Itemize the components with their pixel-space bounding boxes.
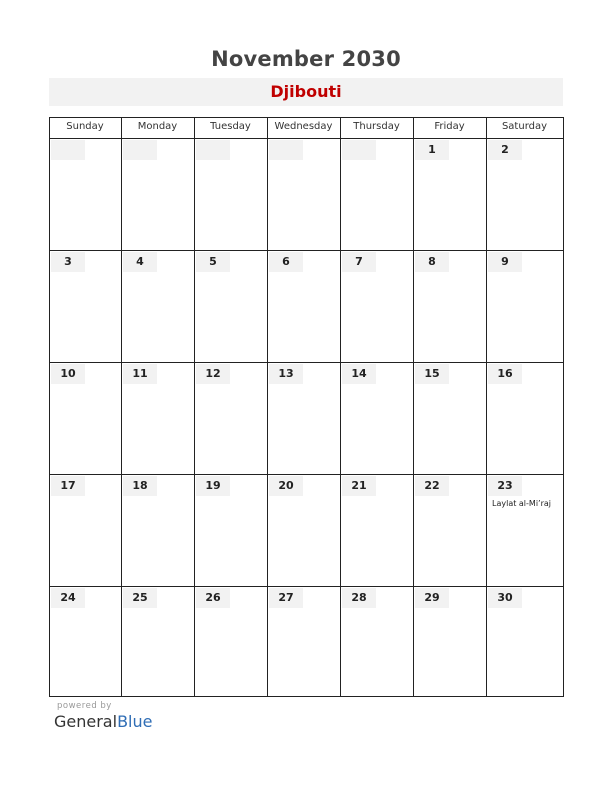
- generalblue-logo[interactable]: [54, 712, 152, 731]
- day-number: 28: [351, 591, 367, 604]
- day-number-box: [123, 252, 157, 272]
- day-cell[interactable]: [50, 363, 121, 474]
- day-cell[interactable]: [122, 587, 194, 698]
- day-cell[interactable]: [122, 475, 194, 586]
- day-number: 19: [205, 479, 221, 492]
- day-number: 25: [132, 591, 148, 604]
- day-cell[interactable]: [195, 251, 267, 362]
- day-number: 5: [209, 255, 217, 268]
- brand-blue: Blue: [117, 712, 153, 731]
- day-number-box: [51, 140, 85, 160]
- day-cell[interactable]: [268, 475, 340, 586]
- powered-by-label: powered by: [57, 701, 112, 711]
- day-number: 10: [60, 367, 76, 380]
- day-number-box: [269, 364, 303, 384]
- day-number-box: [488, 588, 522, 608]
- day-number-box: [488, 476, 522, 496]
- day-number-box: [123, 476, 157, 496]
- day-number: 12: [205, 367, 221, 380]
- day-cell[interactable]: [341, 251, 413, 362]
- weekday-header-wednesday: Wednesday: [274, 121, 333, 132]
- country-name: Djibouti: [270, 82, 342, 101]
- empty-day-cell: [268, 139, 340, 250]
- day-number: 21: [351, 479, 367, 492]
- day-number: 16: [497, 367, 513, 380]
- day-number: 11: [132, 367, 148, 380]
- day-cell[interactable]: [414, 475, 486, 586]
- day-number: 24: [60, 591, 76, 604]
- day-number-box: [342, 476, 376, 496]
- day-number-box: [269, 140, 303, 160]
- empty-day-cell: [195, 139, 267, 250]
- day-cell[interactable]: [195, 587, 267, 698]
- grid-hline: [49, 117, 564, 118]
- empty-day-cell: [122, 139, 194, 250]
- day-number: 23: [497, 479, 513, 492]
- day-cell[interactable]: [122, 363, 194, 474]
- day-cell[interactable]: [487, 251, 563, 362]
- day-cell[interactable]: [341, 475, 413, 586]
- weekday-header-tuesday: Tuesday: [210, 121, 251, 132]
- day-number: 3: [64, 255, 72, 268]
- day-number: 30: [497, 591, 513, 604]
- day-cell[interactable]: [414, 587, 486, 698]
- weekday-header-monday: Monday: [137, 121, 178, 132]
- weekday-header-thursday: Thursday: [353, 121, 400, 132]
- day-number: 20: [278, 479, 294, 492]
- day-number-box: [196, 364, 230, 384]
- day-number: 26: [205, 591, 221, 604]
- holiday-label: Laylat al-Mi’raj: [492, 499, 551, 508]
- calendar-grid: [49, 117, 564, 697]
- day-cell[interactable]: [487, 475, 563, 586]
- day-number: 18: [132, 479, 148, 492]
- day-number-box: [415, 252, 449, 272]
- calendar-title: November 2030: [211, 47, 401, 71]
- day-cell[interactable]: [268, 363, 340, 474]
- day-number-box: [51, 252, 85, 272]
- day-number: 9: [501, 255, 509, 268]
- day-number-box: [415, 140, 449, 160]
- country-banner: [49, 78, 563, 106]
- day-number-box: [196, 588, 230, 608]
- day-number-box: [488, 252, 522, 272]
- day-number: 13: [278, 367, 294, 380]
- day-number-box: [488, 364, 522, 384]
- day-number-box: [415, 588, 449, 608]
- day-number-box: [269, 476, 303, 496]
- day-number-box: [123, 140, 157, 160]
- day-number-box: [415, 364, 449, 384]
- day-cell[interactable]: [487, 139, 563, 250]
- day-cell[interactable]: [414, 139, 486, 250]
- day-number-box: [123, 364, 157, 384]
- empty-day-cell: [341, 139, 413, 250]
- day-number: 1: [428, 143, 436, 156]
- day-cell[interactable]: [195, 475, 267, 586]
- day-number: 15: [424, 367, 440, 380]
- day-number-box: [269, 252, 303, 272]
- day-number-box: [51, 588, 85, 608]
- day-number: 4: [136, 255, 144, 268]
- weekday-header-friday: Friday: [434, 121, 465, 132]
- weekday-header-saturday: Saturday: [501, 121, 548, 132]
- day-number: 8: [428, 255, 436, 268]
- day-cell[interactable]: [487, 363, 563, 474]
- day-number: 22: [424, 479, 440, 492]
- day-number-box: [342, 140, 376, 160]
- day-cell[interactable]: [50, 251, 121, 362]
- day-number: 14: [351, 367, 367, 380]
- day-cell[interactable]: [268, 587, 340, 698]
- day-number-box: [51, 476, 85, 496]
- day-cell[interactable]: [414, 363, 486, 474]
- grid-vline: [563, 117, 564, 697]
- day-number-box: [269, 588, 303, 608]
- day-number: 29: [424, 591, 440, 604]
- weekday-header-sunday: Sunday: [66, 121, 104, 132]
- day-number-box: [196, 140, 230, 160]
- day-number-box: [123, 588, 157, 608]
- day-cell[interactable]: [487, 587, 563, 698]
- day-number-box: [488, 140, 522, 160]
- day-cell[interactable]: [341, 587, 413, 698]
- day-cell[interactable]: [268, 251, 340, 362]
- day-number: 17: [60, 479, 76, 492]
- day-number-box: [415, 476, 449, 496]
- brand-general: General: [54, 712, 118, 731]
- empty-day-cell: [50, 139, 121, 250]
- day-cell[interactable]: [122, 251, 194, 362]
- day-cell[interactable]: [50, 587, 121, 698]
- day-number: 27: [278, 591, 294, 604]
- day-number: 2: [501, 143, 509, 156]
- day-number-box: [51, 364, 85, 384]
- day-cell[interactable]: [414, 251, 486, 362]
- day-number-box: [196, 252, 230, 272]
- day-cell[interactable]: [195, 363, 267, 474]
- day-cell[interactable]: [50, 475, 121, 586]
- day-number-box: [342, 252, 376, 272]
- day-number-box: [342, 588, 376, 608]
- day-cell[interactable]: [341, 363, 413, 474]
- day-number: 7: [355, 255, 363, 268]
- day-number: 6: [282, 255, 290, 268]
- day-number-box: [196, 476, 230, 496]
- day-number-box: [342, 364, 376, 384]
